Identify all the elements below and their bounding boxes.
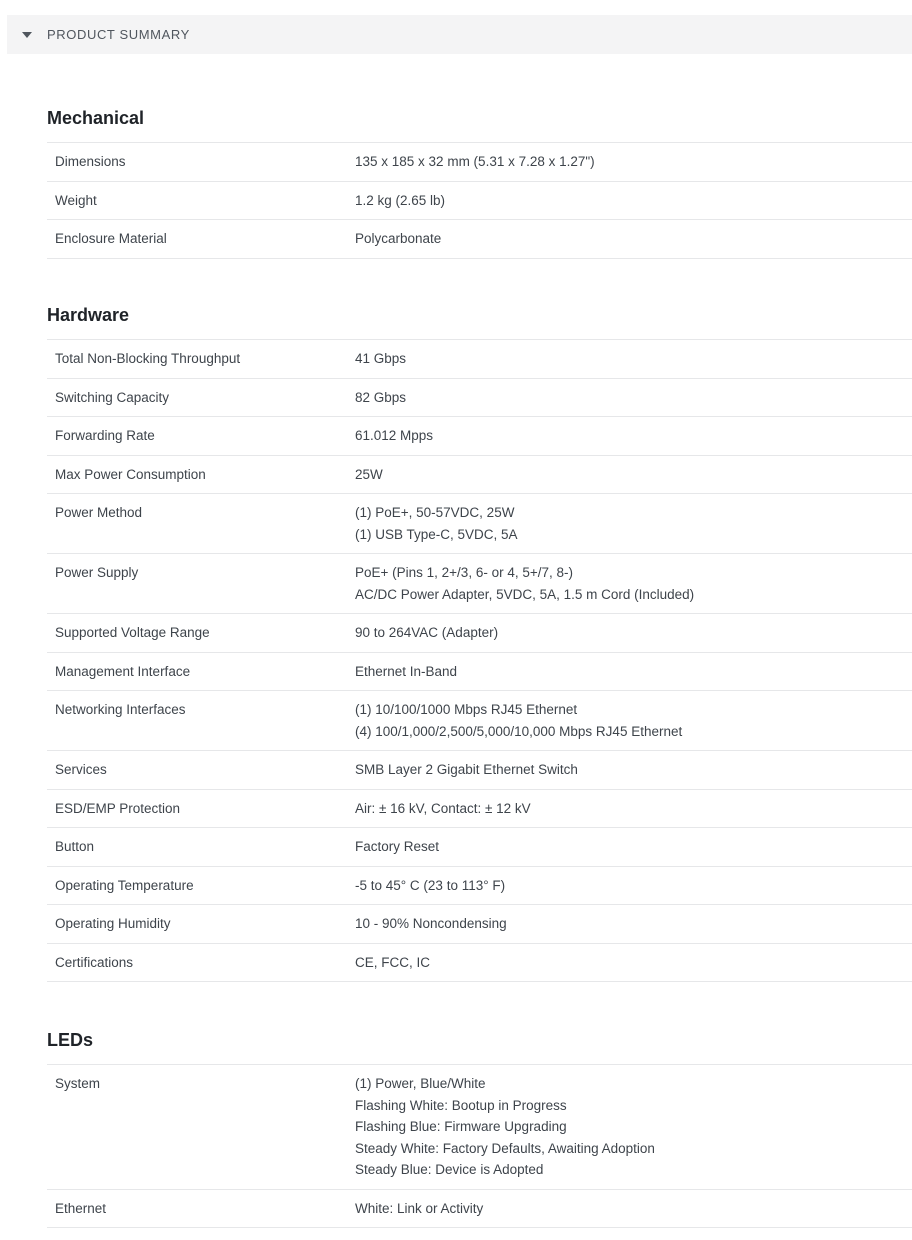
section-hardware [47, 304, 912, 982]
product-summary-label: PRODUCT SUMMARY [47, 27, 190, 42]
spec-key: Forwarding Rate [47, 417, 355, 456]
spec-value-line: Steady White: Factory Defaults, Awaiting Adoption [355, 1140, 655, 1156]
spec-value-line: (1) USB Type-C, 5VDC, 5A [355, 526, 518, 542]
spec-value-line: (4) 100/1,000/2,500/5,000/10,000 Mbps RJ45 Ethernet [355, 723, 683, 739]
spec-row [47, 143, 912, 182]
spec-row [47, 789, 912, 828]
spec-value [355, 943, 912, 982]
spec-value-line: AC/DC Power Adapter, 5VDC, 5A, 1.5 m Cord (Included) [355, 586, 695, 602]
spec-table [47, 142, 912, 259]
spec-key: Supported Voltage Range [47, 614, 355, 653]
spec-value [355, 789, 912, 828]
section-mechanical [47, 107, 912, 259]
spec-value-line: (1) 10/100/1000 Mbps RJ45 Ethernet [355, 702, 578, 717]
spec-value-line: (1) PoE+, 50-57VDC, 25W [355, 505, 515, 520]
spec-key: Services [47, 751, 355, 790]
spec-value-line: Flashing Blue: Firmware Upgrading [355, 1119, 567, 1134]
spec-value [355, 652, 912, 691]
spec-value [355, 614, 912, 653]
spec-row [47, 943, 912, 982]
spec-value [355, 691, 912, 751]
spec-value-line: 82 Gbps [355, 389, 407, 405]
spec-key: Power Method [47, 494, 355, 554]
section-leds [47, 1029, 912, 1228]
spec-value-line: 10 - 90% Noncondensing [355, 916, 507, 931]
spec-value-line: Polycarbonate [355, 231, 442, 246]
spec-row [47, 614, 912, 653]
spec-value-line: Factory Reset [355, 839, 440, 854]
spec-row [47, 378, 912, 417]
spec-row [47, 220, 912, 259]
spec-value [355, 905, 912, 944]
spec-key: Enclosure Material [47, 220, 355, 259]
spec-row [47, 866, 912, 905]
spec-row [47, 905, 912, 944]
spec-value [355, 494, 912, 554]
spec-value-line: 61.012 Mpps [355, 428, 434, 443]
spec-value-line: White: Link or Activity [355, 1200, 484, 1216]
spec-key: System [47, 1065, 355, 1190]
spec-value-line: -5 to 45° C (23 to 113° F) [355, 877, 506, 893]
spec-value [355, 340, 912, 379]
section-title: LEDs [47, 1030, 94, 1050]
spec-key: Weight [47, 181, 355, 220]
product-summary-toggle[interactable] [7, 15, 912, 54]
spec-key: Management Interface [47, 652, 355, 691]
spec-row [47, 340, 912, 379]
spec-key: Power Supply [47, 554, 355, 614]
spec-table [47, 339, 912, 982]
spec-row [47, 691, 912, 751]
spec-value [355, 866, 912, 905]
section-title: Hardware [47, 305, 130, 325]
spec-key: ESD/EMP Protection [47, 789, 355, 828]
spec-value-line: 25W [355, 466, 383, 482]
spec-row [47, 1189, 912, 1228]
spec-key: Operating Humidity [47, 905, 355, 944]
spec-value-line: Air: ± 16 kV, Contact: ± 12 kV [355, 800, 531, 816]
spec-key: Button [47, 828, 355, 867]
spec-key: Certifications [47, 943, 355, 982]
spec-value-line: Steady Blue: Device is Adopted [355, 1162, 544, 1177]
spec-key: Max Power Consumption [47, 455, 355, 494]
spec-row [47, 1065, 912, 1190]
spec-key: Ethernet [47, 1189, 355, 1228]
spec-value [355, 1065, 912, 1190]
spec-value-line: 1.2 kg (2.65 lb) [355, 192, 446, 208]
spec-value-line: SMB Layer 2 Gigabit Ethernet Switch [355, 762, 578, 777]
spec-value [355, 220, 912, 259]
spec-value-line: Flashing White: Bootup in Progress [355, 1097, 567, 1113]
spec-row [47, 554, 912, 614]
spec-table [47, 1064, 912, 1228]
spec-value-line: 90 to 264VAC (Adapter) [355, 625, 499, 640]
section-title: Mechanical [47, 108, 145, 128]
spec-value [355, 417, 912, 456]
spec-value-line: Ethernet In-Band [355, 663, 458, 679]
spec-value [355, 181, 912, 220]
spec-row [47, 455, 912, 494]
caret-down-icon [22, 32, 32, 38]
spec-value-line: (1) Power, Blue/White [355, 1076, 486, 1091]
spec-row [47, 494, 912, 554]
spec-value-line: 41 Gbps [355, 351, 407, 366]
spec-value [355, 751, 912, 790]
spec-value [355, 455, 912, 494]
spec-value-line: 135 x 185 x 32 mm (5.31 x 7.28 x 1.27") [355, 154, 595, 169]
spec-key: Switching Capacity [47, 378, 355, 417]
spec-key: Dimensions [47, 143, 355, 182]
spec-value [355, 828, 912, 867]
spec-key: Operating Temperature [47, 866, 355, 905]
spec-value [355, 1189, 912, 1228]
spec-row [47, 181, 912, 220]
spec-row [47, 417, 912, 456]
spec-row [47, 828, 912, 867]
spec-key: Networking Interfaces [47, 691, 355, 751]
spec-row [47, 652, 912, 691]
spec-value [355, 143, 912, 182]
spec-value [355, 378, 912, 417]
spec-key: Total Non-Blocking Throughput [47, 340, 355, 379]
spec-row [47, 751, 912, 790]
spec-value-line: PoE+ (Pins 1, 2+/3, 6- or 4, 5+/7, 8-) [355, 565, 573, 580]
spec-value-line: CE, FCC, IC [355, 954, 431, 970]
spec-value [355, 554, 912, 614]
